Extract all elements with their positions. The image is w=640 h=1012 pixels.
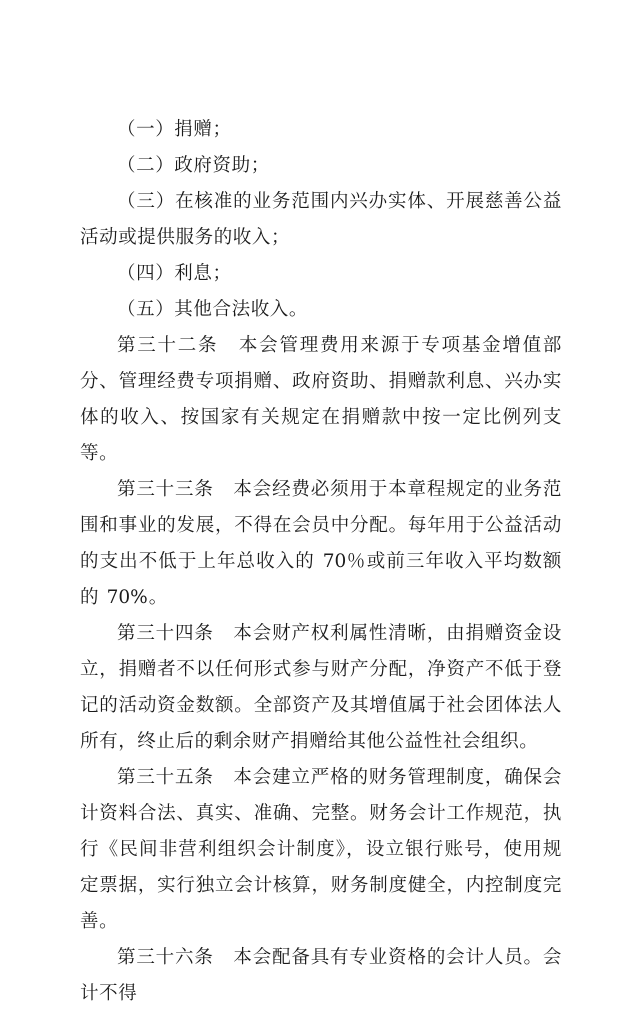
list-item: （二）政府资助； — [117, 155, 270, 176]
article-label: 第三十六条 — [117, 947, 214, 968]
list-item: （四）利息； — [117, 263, 232, 284]
article-label: 第三十四条 — [117, 623, 214, 644]
list-item: （五）其他合法收入。 — [117, 299, 309, 320]
list-item: （一）捐赠； — [117, 119, 232, 140]
article-body: 本会配备具有专业资格的会计人员。会计不得 — [80, 947, 562, 1004]
article-body-pre: 本会经费必须用于本章程规定的业务范围和事业的发展，不得在会员中分配。每年用于公益活动的支出不低于上年总收入的 — [80, 479, 562, 572]
article-paragraph-33 — [80, 472, 562, 616]
article-body: 本会管理费用来源于专项基金增值部分、管理经费专项捐赠、政府资助、捐赠款利息、兴办实体的收入、按国家有关规定在捐赠款中按一定比例列支等。 — [80, 335, 562, 464]
article-body: 本会建立严格的财务管理制度，确保会计资料合法、真实、准确、完整。财务会计工作规范，执行《民间非营利组织会计制度》，设立银行账号，使用规定票据，实行独立会计核算，财务制度健全，内控制度完善。 — [80, 767, 562, 932]
article-body-post: 。 — [148, 587, 168, 608]
article-body: 本会财产权利属性清晰，由捐赠资金设立，捐赠者不以任何形式参与财产分配，净资产不低于登记的活动资金数额。全部资产及其增值属于社会团体法人所有，终止后的剩余财产捐赠给其他公益性社会组织。 — [80, 623, 562, 752]
article-paragraph-36 — [80, 940, 562, 1012]
article-body-mid: 或前三年收入平均数额的 — [80, 551, 562, 608]
article-label: 第三十五条 — [117, 767, 214, 788]
article-paragraph-32 — [80, 328, 562, 472]
percent-value-secondary: 70% — [106, 587, 148, 608]
article-label: 第三十三条 — [117, 479, 214, 500]
article-paragraph-34 — [80, 616, 562, 760]
list-item: （三）在核准的业务范围内兴办实体、开展慈善公益活动或提供服务的收入； — [80, 191, 562, 248]
percent-value-primary: 70％ — [322, 551, 366, 572]
article-label: 第三十二条 — [117, 335, 219, 356]
article-paragraph-35 — [80, 760, 562, 940]
page-text-block — [80, 112, 562, 1012]
